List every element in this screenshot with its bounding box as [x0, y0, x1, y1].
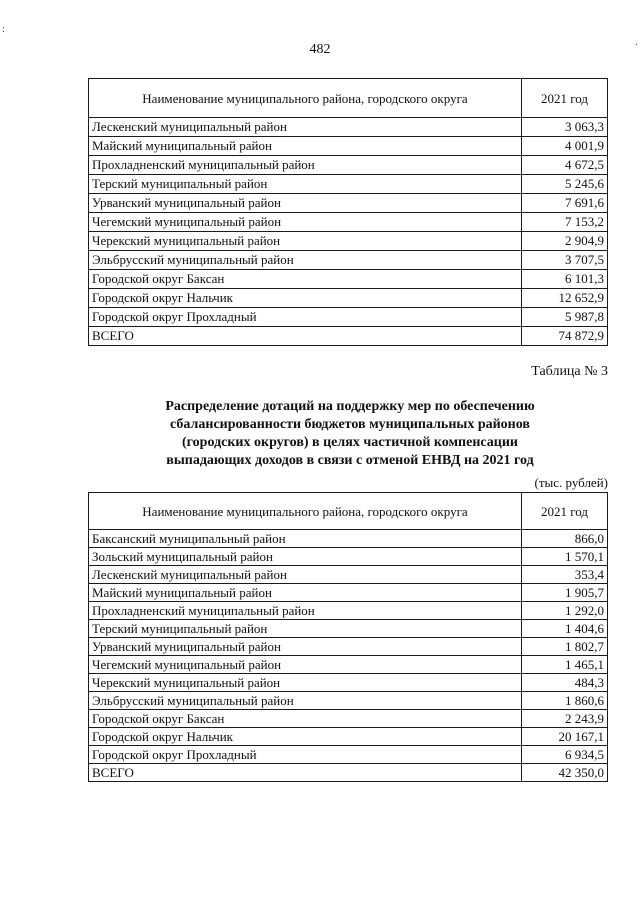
amount-cell: 4 672,5 — [521, 156, 607, 175]
municipality-name-cell: Городской округ Баксан — [89, 710, 522, 728]
municipality-name-cell: Эльбрусский муниципальный район — [89, 692, 522, 710]
amount-cell: 1 802,7 — [521, 638, 607, 656]
table-row — [89, 710, 608, 728]
table-row — [89, 327, 608, 346]
amount-cell: 6 934,5 — [521, 746, 607, 764]
municipality-name-cell: Баксанский муниципальный район — [89, 530, 522, 548]
municipality-name-cell: Городской округ Нальчик — [89, 728, 522, 746]
amount-cell: 20 167,1 — [521, 728, 607, 746]
municipality-name-cell: Чегемский муниципальный район — [89, 213, 522, 232]
municipality-name-cell: Лескенский муниципальный район — [89, 118, 522, 137]
amount-cell: 866,0 — [521, 530, 607, 548]
table-row — [89, 289, 608, 308]
table-header-row — [89, 493, 608, 530]
table-row — [89, 620, 608, 638]
table-row — [89, 232, 608, 251]
amount-cell: 1 404,6 — [521, 620, 607, 638]
municipality-name-cell: Лескенский муниципальный район — [89, 566, 522, 584]
municipality-name-cell: Городской округ Баксан — [89, 270, 522, 289]
municipality-name-cell: Терский муниципальный район — [89, 620, 522, 638]
amount-cell: 1 905,7 — [521, 584, 607, 602]
municipality-name-cell: Терский муниципальный район — [89, 175, 522, 194]
subsidies-table — [88, 492, 608, 782]
table-row — [89, 674, 608, 692]
table-title-line: выпадающих доходов в связи с отменой ЕНВД на 2021 год — [166, 453, 534, 468]
table-body — [89, 118, 608, 346]
scan-edge-mark-right: · — [634, 40, 638, 51]
column-header-year: 2021 год — [521, 79, 607, 118]
table-title — [120, 398, 580, 470]
page-number: 482 — [309, 42, 331, 57]
table-row — [89, 175, 608, 194]
amount-cell: 42 350,0 — [521, 764, 607, 782]
table-caption: Таблица № 3 — [531, 364, 608, 379]
table-row — [89, 638, 608, 656]
table-title-line: Распределение дотаций на поддержку мер по обеспечению — [165, 399, 535, 414]
municipality-name-cell: Городской округ Прохладный — [89, 746, 522, 764]
amount-cell: 6 101,3 — [521, 270, 607, 289]
table-row — [89, 213, 608, 232]
table-row — [89, 308, 608, 327]
table-row — [89, 194, 608, 213]
table-title-line: сбалансированности бюджетов муниципальных районов — [170, 417, 530, 432]
amount-cell: 1 860,6 — [521, 692, 607, 710]
municipality-name-cell: Чегемский муниципальный район — [89, 656, 522, 674]
amount-cell: 7 153,2 — [521, 213, 607, 232]
amount-cell: 3 707,5 — [521, 251, 607, 270]
table-row — [89, 566, 608, 584]
amount-cell: 5 245,6 — [521, 175, 607, 194]
table-row — [89, 692, 608, 710]
table-row — [89, 548, 608, 566]
municipality-name-cell: Урванский муниципальный район — [89, 638, 522, 656]
budget-table-continued — [88, 78, 608, 346]
table-row — [89, 118, 608, 137]
amount-cell: 74 872,9 — [521, 327, 607, 346]
table-row — [89, 156, 608, 175]
column-header-municipality: Наименование муниципального района, городского округа — [89, 493, 522, 530]
municipality-name-cell: Зольский муниципальный район — [89, 548, 522, 566]
table-row — [89, 530, 608, 548]
amount-cell: 7 691,6 — [521, 194, 607, 213]
municipality-name-cell: Майский муниципальный район — [89, 584, 522, 602]
amount-cell: 1 465,1 — [521, 656, 607, 674]
column-header-municipality: Наименование муниципального района, городского округа — [89, 79, 522, 118]
table-row — [89, 251, 608, 270]
column-header-year: 2021 год — [521, 493, 607, 530]
municipality-name-cell: Городской округ Прохладный — [89, 308, 522, 327]
table-row — [89, 270, 608, 289]
table-row — [89, 764, 608, 782]
table-body — [89, 530, 608, 782]
municipality-name-cell: Городской округ Нальчик — [89, 289, 522, 308]
amount-cell: 1 292,0 — [521, 602, 607, 620]
units-label: (тыс. рублей) — [534, 475, 608, 490]
amount-cell: 484,3 — [521, 674, 607, 692]
municipality-name-cell: ВСЕГО — [89, 764, 522, 782]
amount-cell: 12 652,9 — [521, 289, 607, 308]
amount-cell: 353,4 — [521, 566, 607, 584]
municipality-name-cell: Майский муниципальный район — [89, 137, 522, 156]
table-row — [89, 728, 608, 746]
municipality-name-cell: ВСЕГО — [89, 327, 522, 346]
municipality-name-cell: Прохладненский муниципальный район — [89, 602, 522, 620]
table-row — [89, 602, 608, 620]
table-header-row — [89, 79, 608, 118]
municipality-name-cell: Черекский муниципальный район — [89, 232, 522, 251]
municipality-name-cell: Урванский муниципальный район — [89, 194, 522, 213]
amount-cell: 3 063,3 — [521, 118, 607, 137]
table-row — [89, 584, 608, 602]
municipality-name-cell: Эльбрусский муниципальный район — [89, 251, 522, 270]
amount-cell: 1 570,1 — [521, 548, 607, 566]
table-title-line: (городских округов) в целях частичной компенсации — [182, 435, 518, 450]
amount-cell: 4 001,9 — [521, 137, 607, 156]
table-row — [89, 137, 608, 156]
amount-cell: 5 987,8 — [521, 308, 607, 327]
table-row — [89, 746, 608, 764]
amount-cell: 2 904,9 — [521, 232, 607, 251]
amount-cell: 2 243,9 — [521, 710, 607, 728]
municipality-name-cell: Черекский муниципальный район — [89, 674, 522, 692]
municipality-name-cell: Прохладненский муниципальный район — [89, 156, 522, 175]
table-row — [89, 656, 608, 674]
scan-edge-mark-left: : — [2, 24, 5, 35]
